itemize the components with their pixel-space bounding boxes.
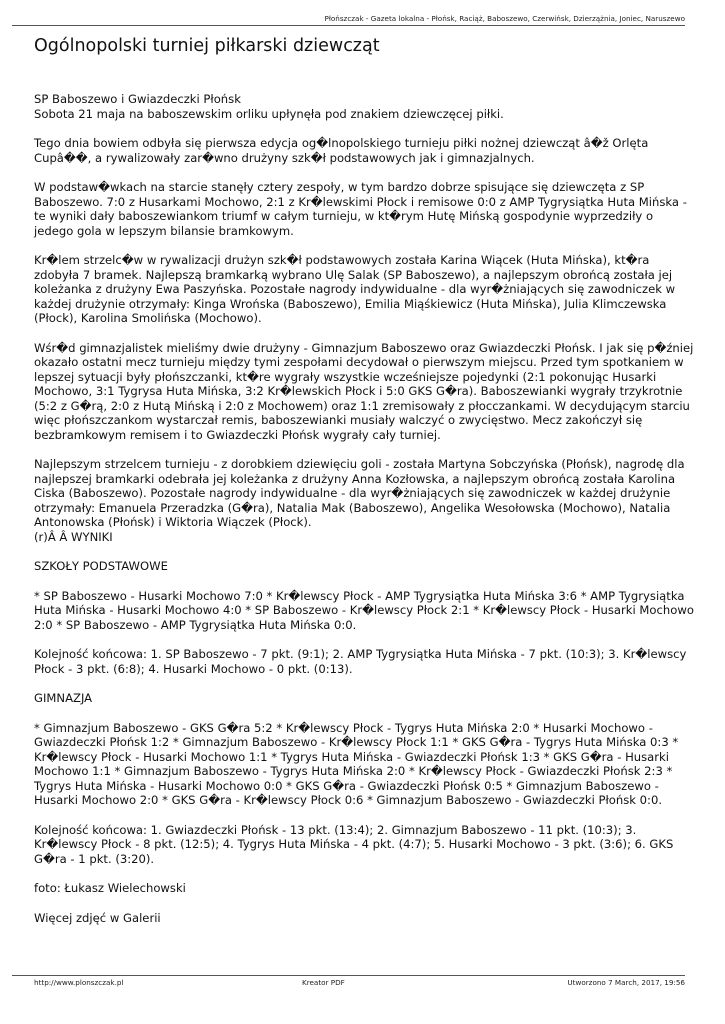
footer-created: Utworzono 7 March, 2017, 19:56	[567, 978, 685, 987]
paragraph: Tego dnia bowiem odbyła się pierwsza edycja og�lnopolskiego turnieju piłki nożnej dziewcząt â�ž Orlęta Cupâ��, a rywalizowały zar�wno drużyny szk�ł podstawowych jak i gimnazjalnych.	[34, 136, 649, 165]
paragraph-scorers: Najlepszym strzelcem turnieju - z dorobkiem dziewięciu goli - została Martyna Sobczyńska (Płońsk), nagrodę dla najlepszej bramkarki odebrała jej koleżanka z drużyny Anna Kozłowska, a najlepszym obrońcą została Karolina Ciska (Baboszewo). Pozostałe nagrody indywidualne - dla wyr�żniających się zawodniczek w każdej drużynie otrzymały: Emanuela Przeradzka (G�ra), Natalia Mak (Baboszewo), Angelika Wesołowska (Mochowo), Natalia Antonowska (Płońsk) i Wiktoria Wiączek (Płock).	[34, 457, 685, 529]
lead-intro: Sobota 21 maja na baboszewskim orliku upłynęła pod znakiem dziewczęcej piłki.	[34, 106, 504, 121]
photo-credit: foto: Łukasz Wielechowski	[34, 881, 186, 895]
page-header	[12, 14, 685, 26]
section-heading-primary: SZKOŁY PODSTAWOWE	[34, 559, 168, 573]
section-heading-gymnasium: GIMNAZJA	[34, 691, 93, 705]
gymnasium-standings: Kolejność końcowa: 1. Gwiazdeczki Płońsk - 13 pkt. (13:4); 2. Gimnazjum Baboszewo - 11 pkt. (10:3); 3. Kr�lewscy Płock - 8 pkt. (12:5); 4. Tygrys Huta Mińska - 4 pkt. (4:7); 5. Husarki Mochowo - 3 pkt. (3:6); 6. GKS G�ra - 1 pkt. (3:20).	[34, 822, 674, 866]
primary-standings: Kolejność końcowa: 1. SP Baboszewo - 7 pkt. (9:1); 2. AMP Tygrysiątka Huta Mińska - 7 pkt. (10:3); 3. Kr�lewscy Płock - 3 pkt. (6:8); 4. Husarki Mochowo - 0 pkt. (0:13).	[34, 647, 687, 676]
paragraph: W podstaw�wkach na starcie stanęły cztery zespoły, w tym bardzo dobrze spisujące się dziewczęta z SP Baboszewo. 7:0 z Husarkami Mochowo, 2:1 z Kr�lewskimi Płock i remisowe 0:0 z AMP Tygrysiątka Huta Mińska - te wyniki dały baboszewiankom triumf w całym turnieju, w kt�rym Hutę Mińską gospodynie wyprzedziły o jedego gola w lepszym bilansie bramkowym.	[34, 180, 687, 238]
paragraph: Kr�lem strzelc�w w rywalizacji drużyn szk�ł podstawowych została Karina Wiącek (Huta Mińska), kt�ra zdobyła 7 bramek. Najlepszą bramkarką wybrano Ulę Salak (SP Baboszewo), a najlepszym obrońcą została jej koleżanka z drużyny Ewa Paszyńska. Pozostałe nagrody indywidualne - dla wyr�żniających się zawodniczek w każdej drużynie otrzymały: Kinga Wrońska (Baboszewo), Emilia Miąśkiewicz (Huta Mińska), Julia Klimczewska (Płock), Karolina Smolińska (Mochowo).	[34, 253, 676, 325]
gallery-link[interactable]: Więcej zdjęć w Galerii	[34, 910, 161, 925]
lead-subtitle: SP Baboszewo i Gwiazdeczki Płońsk	[34, 92, 241, 106]
article-body	[34, 92, 694, 940]
footer-url[interactable]: http://www.plonszczak.pl	[34, 978, 124, 987]
article-title: Ogólnopolski turniej piłkarski dziewcząt	[34, 36, 380, 56]
primary-results: * SP Baboszewo - Husarki Mochowo 7:0 * Kr�lewscy Płock - AMP Tygrysiątka Huta Mińska 3:6 * AMP Tygrysiątka Huta Mińska - Husarki Mochowo 4:0 * SP Baboszewo - Kr�lewscy Płock 2:1 * Kr�lewscy Płock - Husarki Mochowo 2:0 * SP Baboszewo - AMP Tygrysiątka Huta Mińska 0:0.	[34, 588, 694, 632]
gymnasium-results: * Gimnazjum Baboszewo - GKS G�ra 5:2 * Kr�lewscy Płock - Tygrys Huta Mińska 2:0 * Husarki Mochowo - Gwiazdeczki Płońsk 1:2 * Gimnazjum Baboszewo - Kr�lewscy Płock 1:1 * GKS G�ra - Tygrys Huta Mińska 0:3 * Kr�lewscy Płock - Husarki Mochowo 1:1 * Tygrys Huta Mińska - Gwiazdeczki Płońsk 1:3 * GKS G�ra - Husarki Mochowo 1:1 * Gimnazjum Baboszewo - Tygrys Huta Mińska 2:0 * Kr�lewscy Płock - Gwiazdeczki Płońsk 2:3 * Tygrys Huta Mińska - Husarki Mochowo 0:0 * GKS G�ra - Gwiazdeczki Płońsk 0:5 * Gimnazjum Baboszewo - Husarki Mochowo 2:0 * GKS G�ra - Kr�lewscy Płock 0:6 * Gimnazjum Baboszewo - Gwiazdeczki Płońsk 0:0.	[34, 720, 679, 807]
paragraph: Wśr�d gimnazjalistek mieliśmy dwie drużyny - Gimnazjum Baboszewo oraz Gwiazdeczki Płońsk. I jak się p�źniej okazało ostatni mecz turnieju między tymi zespołami decydował o pierwszym miejscu. Przed tym spotkaniem w lepszej sytuacji były płońszczanki, kt�re wygrały wszystkie wcześniejsze pojedynki (2:1 pokonując Husarki Mochowo, 3:1 Tygrysa Huta Mińska, 3:2 Kr�lewskich Płock i 5:0 GKS G�ra). Baboszewianki wygrały trzykrotnie (5:2 z G�rą, 2:0 z Hutą Mińską i 2:0 z Mochowem) oraz 1:1 zremisowały z płocczankami. W decydującym starciu więc płońszczankom wystarczał remis, baboszewianki musiały walczyć o zwycięstwo. Mecz zakończył się bezbramkowym remisem i to Gwiazdeczki Płońsk wygrały cały turniej.	[34, 340, 694, 442]
header-text: Płońszczak - Gazeta lokalna - Płońsk, Raciąż, Baboszewo, Czerwińsk, Dzierzążnia, Joniec, Naruszewo	[324, 14, 685, 23]
results-heading: (r)Â Â WYNIKI	[34, 529, 113, 544]
footer-generator: Kreator PDF	[302, 978, 345, 987]
page-footer	[12, 975, 685, 990]
